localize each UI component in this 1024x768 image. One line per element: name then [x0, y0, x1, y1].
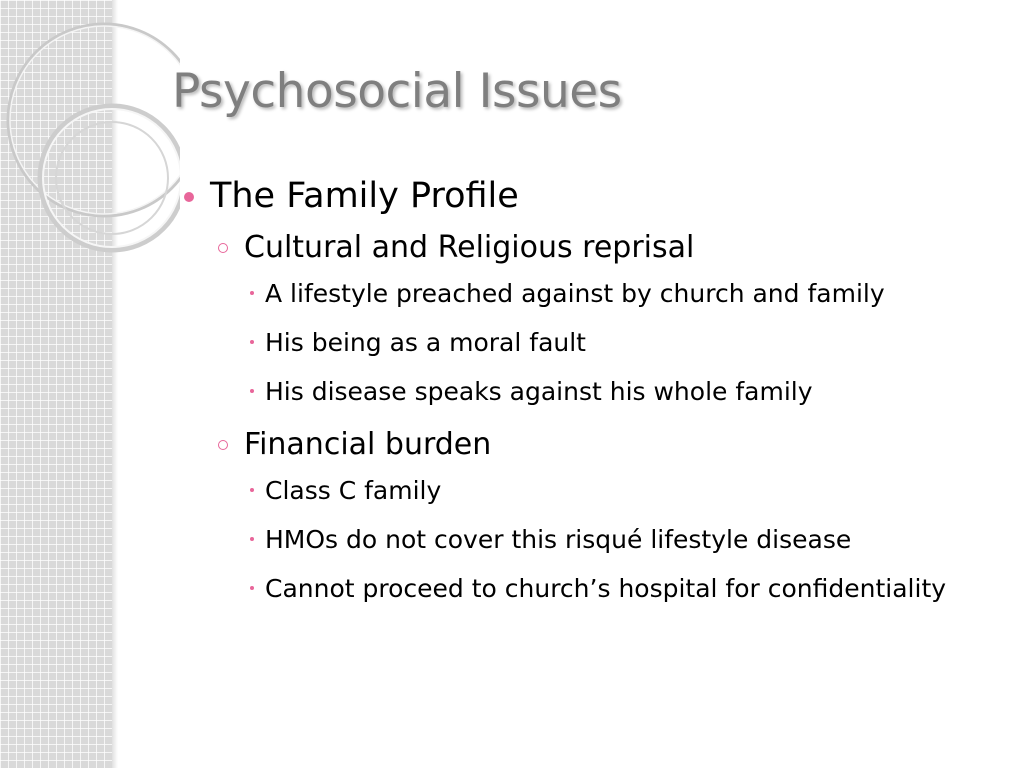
- ring-icon: [218, 243, 228, 253]
- bullet-list: [180, 172, 980, 620]
- bullet-text: The Family Profile: [210, 176, 519, 216]
- bullet-level-3: [250, 571, 980, 607]
- bullet-text: A lifestyle preached against by church and family: [265, 279, 885, 308]
- bullet-text: Financial burden: [244, 427, 492, 462]
- bullet-level-2: [218, 226, 980, 270]
- small-dot-icon: [250, 537, 254, 541]
- bullet-text: His being as a moral fault: [265, 328, 586, 357]
- small-dot-icon: [250, 389, 254, 393]
- bullet-level-2: [218, 423, 980, 467]
- bullet-text: Cannot proceed to church’s hospital for confidentiality: [265, 574, 947, 603]
- small-dot-icon: [250, 586, 254, 590]
- ring-icon: [218, 440, 228, 450]
- bullet-level-3: [250, 473, 980, 509]
- small-dot-icon: [250, 340, 254, 344]
- bullet-text: HMOs do not cover this risqué lifestyle disease: [265, 525, 852, 554]
- bullet-level-3: [250, 325, 980, 361]
- small-dot-icon: [250, 291, 254, 295]
- slide-title: Psychosocial Issues: [172, 64, 622, 119]
- ring-ornament-icon: [0, 0, 180, 260]
- small-dot-icon: [250, 488, 254, 492]
- bullet-level-3: [250, 522, 980, 558]
- bullet-text: Class C family: [265, 476, 442, 505]
- bullet-level-3: [250, 276, 980, 312]
- bullet-text: His disease speaks against his whole family: [265, 377, 813, 406]
- bullet-level-1: [180, 172, 980, 220]
- bullet-text: Cultural and Religious reprisal: [244, 230, 695, 265]
- bullet-level-3: [250, 374, 980, 410]
- filled-dot-icon: [184, 192, 194, 202]
